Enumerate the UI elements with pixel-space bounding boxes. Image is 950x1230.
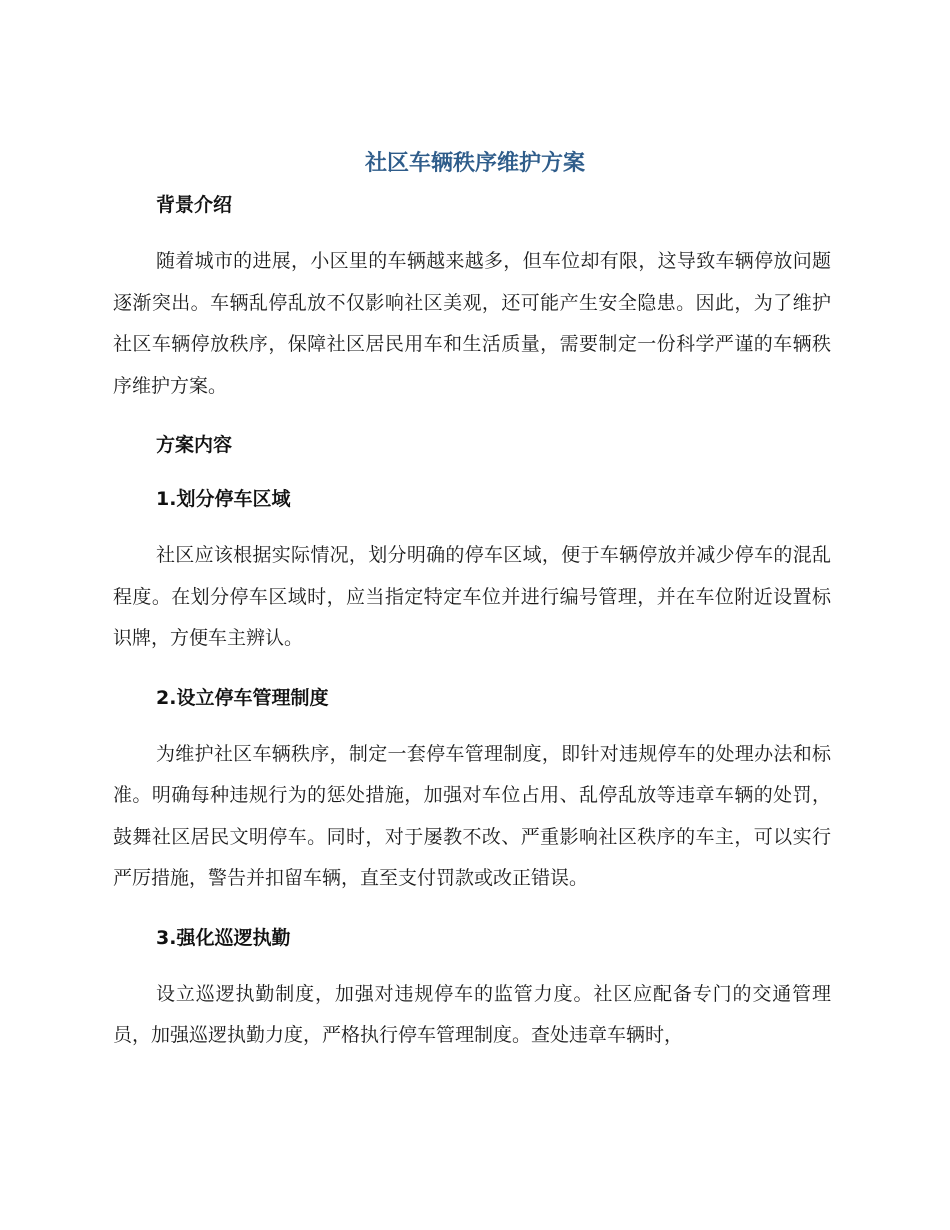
document-body bbox=[113, 187, 831, 1057]
section-paragraph-background: 随着城市的进展，小区里的车辆越来越多，但车位却有限，这导致车辆停放问题逐渐突出。车辆乱停乱放不仅影响社区美观，还可能产生安全隐患。因此，为了维护社区车辆停放秩序，保障社区居民用车和生活质量，需要制定一份科学严谨的车辆秩序维护方案。 bbox=[113, 250, 831, 397]
section-paragraph-item1: 社区应该根据实际情况，划分明确的停车区域，便于车辆停放并减少停车的混乱程度。在划分停车区域时，应当指定特定车位并进行编号管理，并在车位附近设置标识牌，方便车主辨认。 bbox=[113, 544, 831, 649]
section-heading-item1: 1.划分停车区域 bbox=[156, 488, 291, 510]
section-heading-plan: 方案内容 bbox=[156, 434, 233, 456]
document-title: 社区车辆秩序维护方案 bbox=[364, 151, 585, 176]
section-paragraph-item2: 为维护社区车辆秩序，制定一套停车管理制度，即针对违规停车的处理办法和标准。明确每种违规行为的惩处措施，加强对车位占用、乱停乱放等违章车辆的处罚，鼓舞社区居民文明停车。同时，对于屡教不改、严重影响社区秩序的车主，可以实行严厉措施，警告并扣留车辆，直至支付罚款或改正错误。 bbox=[113, 742, 831, 889]
section-paragraph-item3: 设立巡逻执勤制度，加强对违规停车的监管力度。社区应配备专门的交通管理员，加强巡逻执勤力度，严格执行停车管理制度。查处违章车辆时， bbox=[113, 982, 831, 1046]
section-heading-background: 背景介绍 bbox=[156, 194, 233, 216]
section-heading-item2: 2.设立停车管理制度 bbox=[156, 686, 329, 709]
section-heading-item3: 3.强化巡逻执勤 bbox=[156, 926, 291, 949]
